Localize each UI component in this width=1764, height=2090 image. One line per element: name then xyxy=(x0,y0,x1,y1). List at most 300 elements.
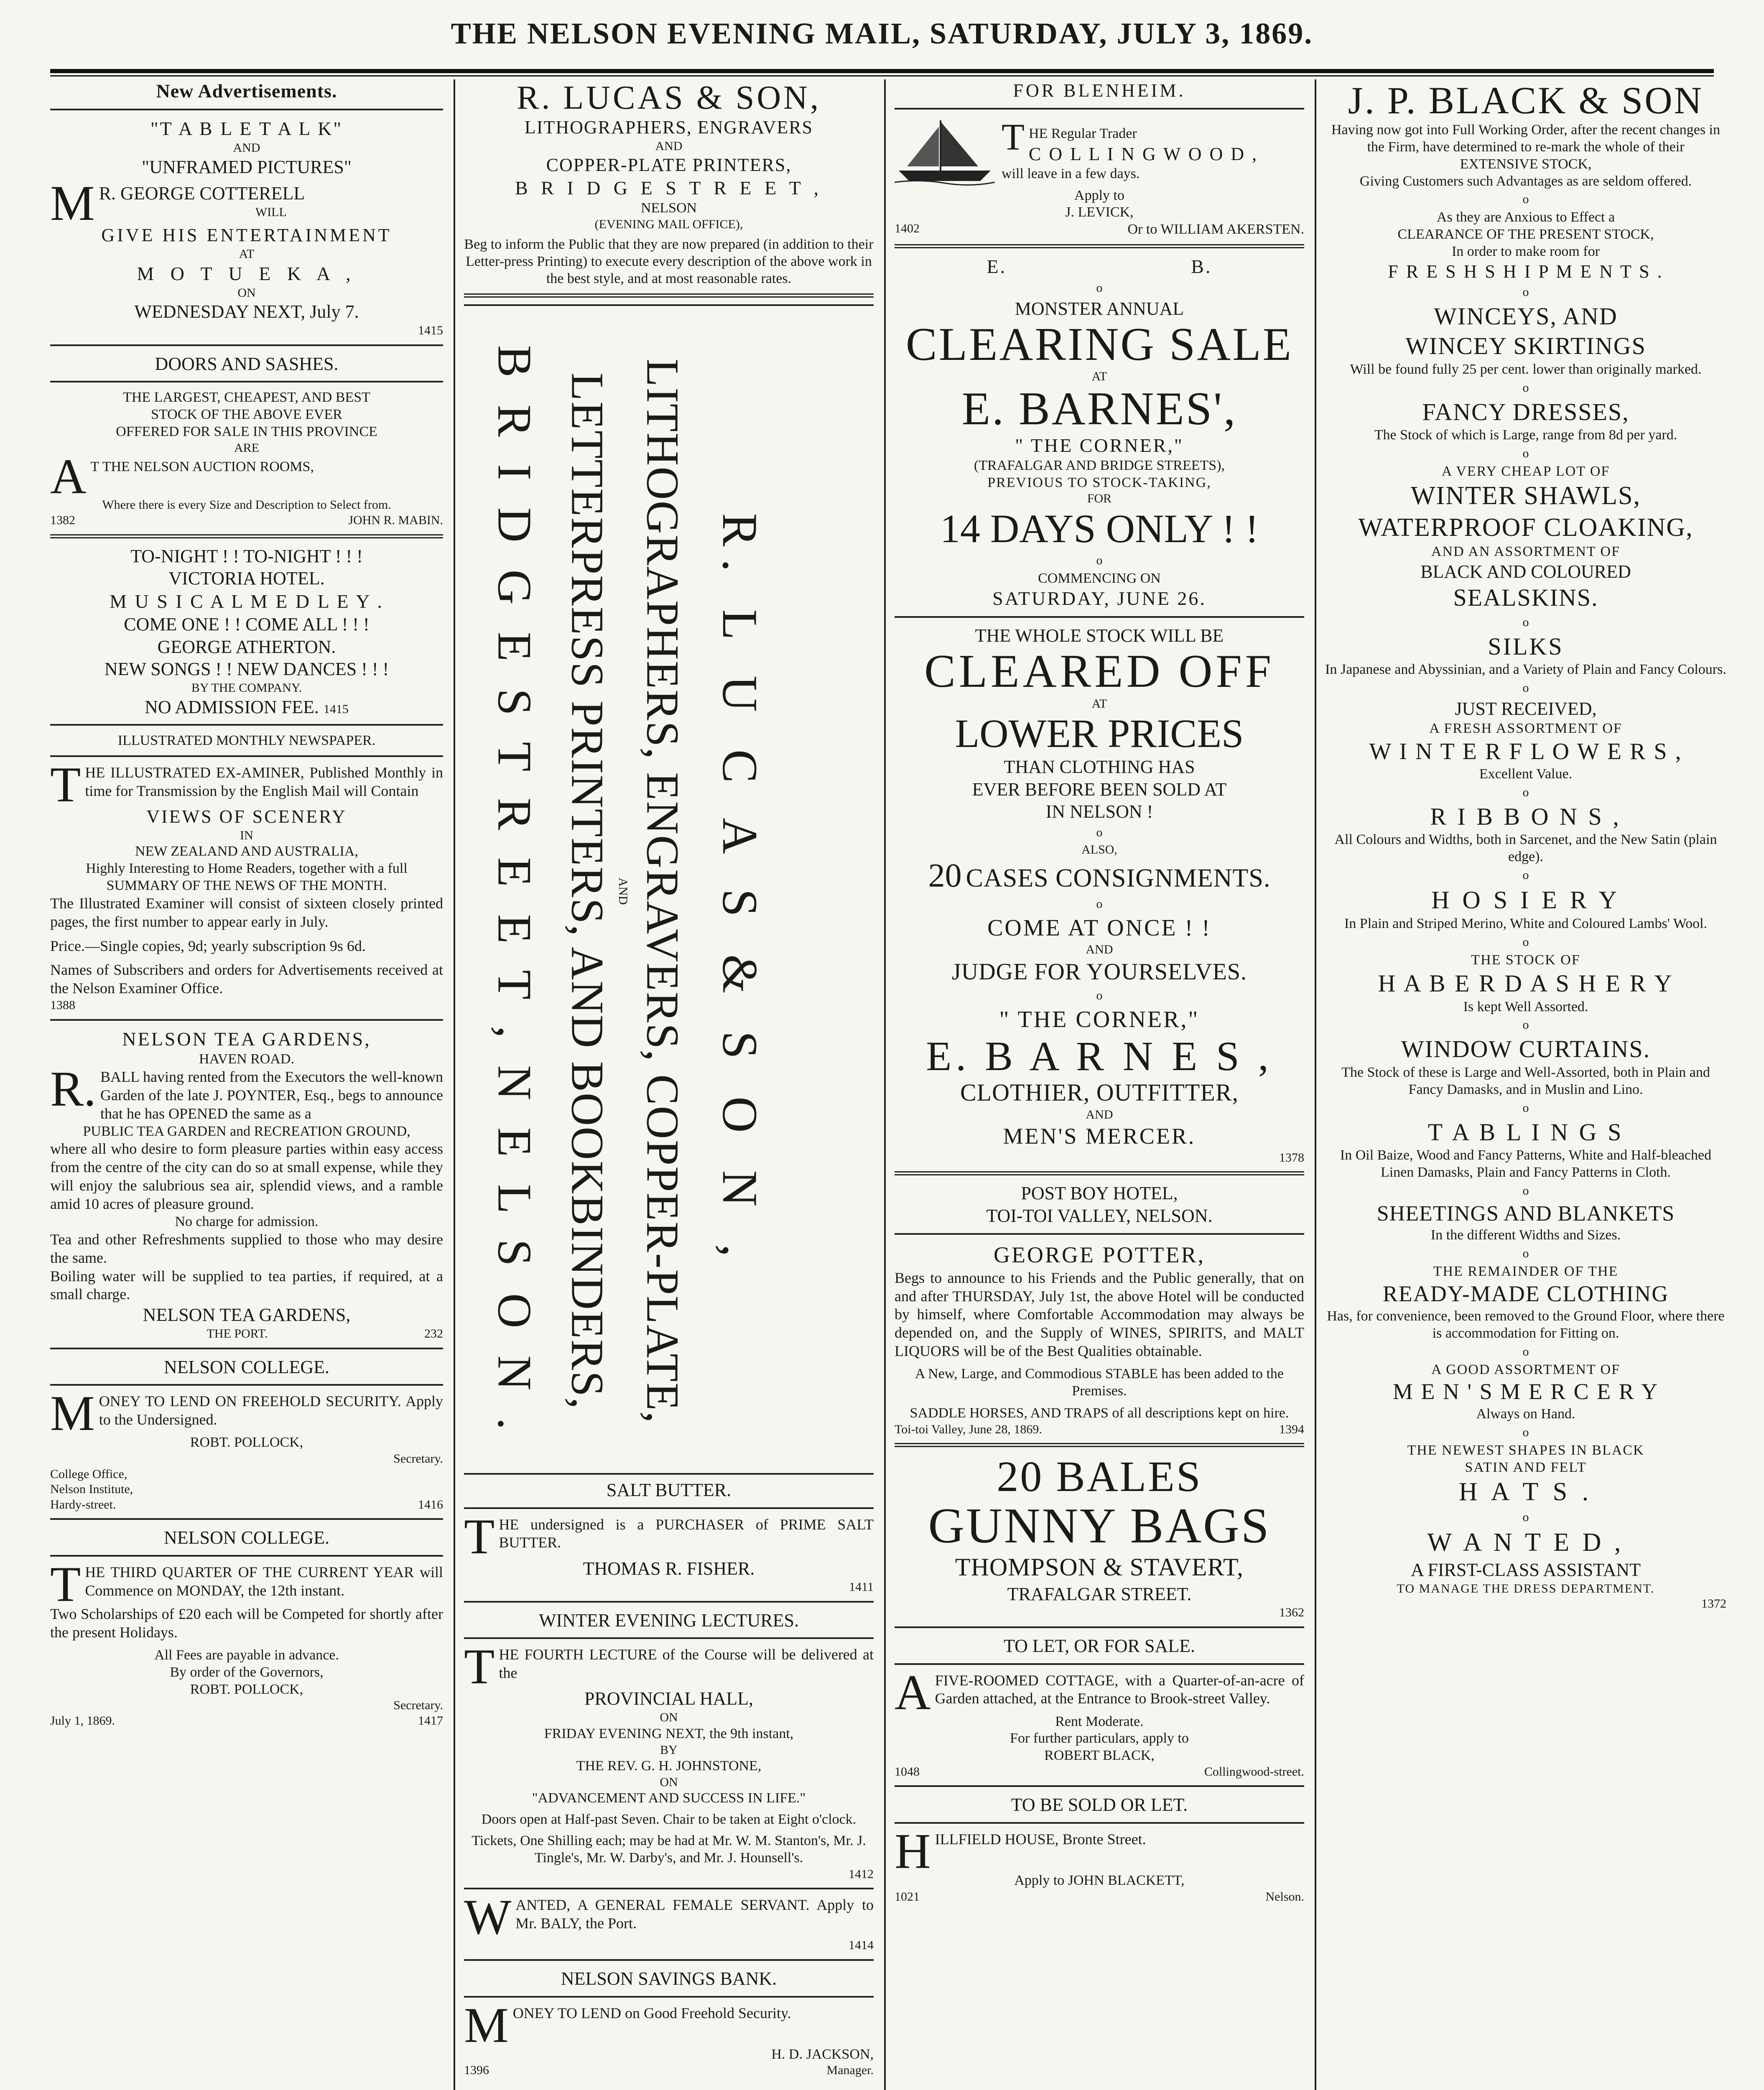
ad-for-blenheim xyxy=(895,79,1304,238)
separator: o xyxy=(1522,446,1529,461)
ad-salt-butter xyxy=(464,1479,874,1595)
ad-text: ILLFIELD HOUSE, Bronte Street. xyxy=(935,1831,1146,1848)
rule xyxy=(464,1637,874,1639)
ad-text: Having now got into Full Working Order, after the recent changes in the Firm, have determined to re-mark the whole of their xyxy=(1331,122,1721,155)
ad-line: H. D. JACKSON, xyxy=(771,2046,874,2062)
ad-line: " THE CORNER," xyxy=(999,1007,1200,1033)
rule xyxy=(895,1822,1304,1824)
ad-line: F R E S H S H I P M E N T S . xyxy=(1388,261,1664,282)
ad-line: C O L L I N G W O O D , xyxy=(1028,144,1259,165)
ad-line: BY THE COMPANY. xyxy=(191,681,302,695)
ad-text: Will be found fully 25 per cent. lower than originally marked. xyxy=(1350,361,1702,377)
ad-number: 1388 xyxy=(50,998,75,1012)
ad-line: THE STOCK OF xyxy=(1471,952,1580,968)
ad-line: Apply to xyxy=(1074,187,1124,203)
ad-headline: E. B A R N E S , xyxy=(926,1032,1273,1079)
separator: o xyxy=(1522,785,1529,799)
ad-line: M E N ' S M E R C E R Y xyxy=(1392,1379,1659,1404)
ad-line: PUBLIC TEA GARDEN and RECREATION GROUND, xyxy=(83,1123,410,1139)
vertical-line: B R I D G E S T R E E T , N E L S O N . xyxy=(487,345,541,1438)
ad-lucas-son xyxy=(464,79,874,288)
ad-line: NEW SONGS ! ! NEW DANCES ! ! ! xyxy=(104,659,389,680)
separator: o xyxy=(1096,553,1103,567)
column-2 xyxy=(464,79,874,2090)
vertical-line: LITHOGRAPHERS, ENGRAVERS, COPPER-PLATE, xyxy=(637,358,688,1424)
rule xyxy=(895,1785,1304,1787)
ad-number: 1021 xyxy=(895,1889,920,1904)
ad-savings-bank xyxy=(464,1968,874,2078)
ad-line: A VERY CHEAP LOT OF xyxy=(1441,464,1610,479)
ad-line: EVER BEFORE BEEN SOLD AT xyxy=(972,779,1227,800)
ad-number: 1382 xyxy=(50,513,75,527)
ad-line: Excellent Value. xyxy=(1479,766,1573,782)
ad-number: 1378 xyxy=(1279,1150,1304,1165)
ad-line: NELSON TEA GARDENS, xyxy=(143,1305,351,1325)
ad-line: COMMENCING ON xyxy=(1038,570,1161,586)
rule xyxy=(50,534,443,538)
ad-text: Tea and other Refreshments supplied to those who may desire the same. xyxy=(50,1231,443,1266)
ad-line: BY xyxy=(660,1743,678,1757)
masthead-rule xyxy=(50,69,1714,76)
ad-line: In order to make room for xyxy=(1451,243,1600,259)
ad-text: Boiling water will be supplied to tea parties, if required, at a small charge. xyxy=(50,1267,443,1303)
ad-line: HE Regular Trader xyxy=(1028,125,1137,141)
ad-line: J. LEVICK, xyxy=(1065,204,1134,220)
ad-line: SATURDAY, JUNE 26. xyxy=(992,588,1206,609)
ad-title: J. P. BLACK & SON xyxy=(1348,79,1704,122)
ad-line: STOCK OF THE ABOVE EVER xyxy=(151,407,342,423)
ad-line: R. GEORGE COTTERELL xyxy=(99,183,305,204)
ad-line: WINCEY SKIRTINGS xyxy=(1405,332,1646,360)
rule xyxy=(464,1507,874,1509)
ad-text: Beg to inform the Public that they are now prepared (in addition to their Letter-press Printing) to execute every description of the above work in the best style, and at most reasonable rates. xyxy=(464,237,874,287)
ad-text: Has, for convenience, been removed to the Ground Floor, where there is accommodation for Fitting on. xyxy=(1327,1308,1725,1341)
separator: o xyxy=(1522,192,1529,206)
ad-number: 1412 xyxy=(849,1867,874,1881)
ad-text: In Japanese and Abyssinian, and a Variety of Plain and Fancy Colours. xyxy=(1325,662,1726,678)
separator: o xyxy=(1522,1425,1529,1439)
ad-line: THE REV. G. H. JOHNSTONE, xyxy=(576,1758,762,1774)
ad-text: The Stock of these is Large and Well-Assorted, both in Plain and Fancy Damasks, and in Muslin and Lino. xyxy=(1341,1065,1710,1097)
ad-line: By order of the Governors, xyxy=(170,1664,324,1680)
ad-line: AT xyxy=(239,247,255,261)
ad-line: B R I D G E S T R E E T , xyxy=(515,177,823,199)
ad-title: TO LET, OR FOR SALE. xyxy=(1004,1635,1195,1656)
ad-nelson-college-quarter xyxy=(50,1527,443,1728)
dropcap: M xyxy=(50,1385,95,1441)
ship-icon xyxy=(895,116,995,187)
ad-title: ILLUSTRATED MONTHLY NEWSPAPER. xyxy=(117,733,376,749)
ad-line: THAN CLOTHING HAS xyxy=(1004,756,1195,777)
ad-line: ALSO, xyxy=(1081,842,1117,856)
ad-line: AT xyxy=(1091,696,1107,711)
ad-line: WEDNESDAY NEXT, July 7. xyxy=(134,301,359,322)
ad-text: BALL having rented from the Executors the well-known Garden of the late J. POYNTER, Esq., begs to announce that he has OPENED the same as a xyxy=(100,1068,443,1122)
rule xyxy=(895,1171,1304,1175)
ad-text: ANTED, A GENERAL FEMALE SERVANT. Apply to Mr. BALY, the Port. xyxy=(515,1896,874,1932)
dropcap: G xyxy=(994,1242,1012,1267)
ad-line: PROVINCIAL HALL, xyxy=(584,1688,754,1709)
ad-line: IN xyxy=(240,828,253,842)
ad-text: HE FOURTH LECTURE of the Course will be delivered at the xyxy=(499,1646,874,1682)
rule xyxy=(50,1019,443,1021)
ad-title: TO BE SOLD OR LET. xyxy=(1011,1794,1188,1815)
dropcap: T xyxy=(464,1639,495,1695)
ad-number: 1372 xyxy=(1701,1597,1726,1611)
rule xyxy=(464,1996,874,1998)
separator: o xyxy=(1096,281,1103,295)
ad-line: THE NEWEST SHAPES IN BLACK xyxy=(1407,1443,1644,1458)
ad-line: As they are Anxious to Effect a xyxy=(1436,209,1615,225)
ad-line: W I N T E R F L O W E R S , xyxy=(1369,738,1682,765)
separator: o xyxy=(1096,897,1103,911)
ad-line: HAVEN ROAD. xyxy=(199,1051,294,1067)
ad-line: SUMMARY OF THE NEWS OF THE MONTH. xyxy=(106,877,387,893)
ad-line: For further particulars, apply to xyxy=(1010,1731,1189,1746)
ad-text: In Plain and Striped Merino, White and Coloured Lambs' Wool. xyxy=(1344,916,1708,932)
ad-text: HE ILLUSTRATED EX-AMINER, Published Monthly in time for Transmission by the English Mail will Contain xyxy=(85,764,443,799)
separator: o xyxy=(1522,1246,1529,1261)
ad-headline: E. BARNES', xyxy=(961,383,1237,435)
ad-headline: 14 DAYS ONLY ! ! xyxy=(940,506,1259,551)
separator: o xyxy=(1522,1018,1529,1032)
ad-line: NELSON xyxy=(640,200,697,216)
separator: o xyxy=(1096,825,1103,839)
ad-line: Apply to JOHN BLACKETT, xyxy=(1014,1873,1185,1889)
ad-line: E. xyxy=(987,256,1007,278)
ad-line: H A T S . xyxy=(1458,1477,1593,1506)
ad-line: (EVENING MAIL OFFICE), xyxy=(594,217,743,231)
ad-line: No charge for admission. xyxy=(175,1213,319,1229)
ad-line: H O S I E R Y xyxy=(1431,886,1620,914)
separator: o xyxy=(1096,989,1103,1003)
ad-line: VIEWS OF SCENERY xyxy=(146,806,347,827)
ad-line: WINCEYS, AND xyxy=(1434,303,1618,330)
ad-text: HE THIRD QUARTER OF THE CURRENT YEAR will Commence on MONDAY, the 12th instant. xyxy=(85,1564,443,1599)
ad-line: Rent Moderate. xyxy=(1055,1713,1144,1729)
ad-line: THE REMAINDER OF THE xyxy=(1433,1264,1619,1279)
ad-line: Collingwood-street. xyxy=(1204,1764,1304,1779)
ad-line: T THE NELSON AUCTION ROOMS, xyxy=(90,459,314,475)
ad-headline: CLEARED OFF xyxy=(924,645,1275,698)
dropcap: M xyxy=(464,1997,509,2053)
ad-line: "ADVANCEMENT AND SUCCESS IN LIFE." xyxy=(532,1790,806,1806)
ad-number: 1396 xyxy=(464,2063,489,2077)
ad-line: MONSTER ANNUAL xyxy=(1015,298,1184,319)
ad-text: Giving Customers such Advantages as are seldom offered. xyxy=(1359,173,1692,189)
ad-line: WILL xyxy=(255,205,287,219)
ad-line: T A B L I N G S xyxy=(1428,1118,1624,1146)
ad-title: NELSON COLLEGE. xyxy=(164,1356,329,1377)
ad-number: 232 xyxy=(424,1327,443,1341)
ad-text: The Illustrated Examiner will consist of sixteen closely printed pages, the first number to appear early in July. xyxy=(50,895,443,930)
ad-winter-lectures xyxy=(464,1609,874,1882)
ad-signature: JOHN R. MABIN. xyxy=(348,513,443,527)
ad-line: THE PORT. xyxy=(206,1327,268,1341)
ad-line: Always on Hand. xyxy=(1476,1406,1575,1422)
ad-title: NELSON SAVINGS BANK. xyxy=(561,1968,777,1989)
ad-line: "T A B L E T A L K" xyxy=(150,118,343,140)
ad-line: Is kept Well Assorted. xyxy=(1463,999,1588,1014)
ad-line: CLEARANCE OF THE PRESENT STOCK, xyxy=(1397,227,1654,242)
ad-title: WINTER EVENING LECTURES. xyxy=(538,1610,799,1631)
rule xyxy=(895,244,1304,248)
ad-line: WINDOW CURTAINS. xyxy=(1401,1035,1651,1063)
ad-text: Tickets, One Shilling each; may be had at Mr. W. M. Stanton's, Mr. J. Tingle's, Mr. W. Darby's, and Mr. J. Hounsell's. xyxy=(472,1833,866,1866)
ad-line: EORGE POTTER, xyxy=(1012,1242,1205,1267)
dropcap: W xyxy=(464,1889,512,1945)
rule xyxy=(464,1888,874,1889)
dropcap: A xyxy=(50,449,87,505)
ad-headline: CASES CONSIGNMENTS. xyxy=(966,864,1271,893)
ad-line: A FIRST-CLASS ASSISTANT xyxy=(1411,1559,1641,1580)
ad-line: (TRAFALGAR AND BRIDGE STREETS), xyxy=(974,457,1225,473)
dropcap: T xyxy=(464,1508,495,1564)
ad-line: SATIN AND FELT xyxy=(1465,1459,1587,1475)
ad-line: B. xyxy=(1191,256,1212,278)
ad-date: July 1, 1869. xyxy=(50,1713,115,1728)
ad-number: 1415 xyxy=(323,702,349,716)
ad-number: 1402 xyxy=(895,222,920,236)
ad-text: HE undersigned is a PURCHASER of PRIME SALT BUTTER. xyxy=(499,1516,874,1551)
separator: o xyxy=(1522,380,1529,395)
ad-line: SHEETINGS AND BLANKETS xyxy=(1377,1202,1675,1226)
column-rule xyxy=(454,79,455,2090)
ad-gunny-bags xyxy=(895,1454,1304,1621)
ad-line: GEORGE ATHERTON. xyxy=(157,636,336,657)
ad-text: In Oil Baize, Wood and Fancy Patterns, White and Half-bleached Linen Damasks, Plain and Fancy Patterns in Cloth. xyxy=(1340,1147,1712,1180)
ad-wanted-servant xyxy=(464,1889,874,1953)
ad-text: ONEY TO LEND ON FREEHOLD SECURITY. Apply to the Undersigned. xyxy=(99,1393,443,1428)
ad-title: FOR BLENHEIM. xyxy=(1013,80,1186,101)
column-rule xyxy=(884,79,886,2090)
dropcap: A xyxy=(895,1664,931,1720)
ad-text: Names of Subscribers and orders for Advertisements received at the Nelson Examiner Office. xyxy=(50,961,443,997)
ad-line: AND xyxy=(1086,943,1113,957)
ad-title: NELSON TEA GARDENS, xyxy=(122,1028,371,1050)
ad-line: " THE CORNER," xyxy=(1015,434,1184,456)
ad-number: 1411 xyxy=(849,1580,874,1594)
ad-line: Nelson. xyxy=(1265,1889,1304,1904)
ad-text: ONEY TO LEND on Good Freehold Security. xyxy=(512,2004,791,2021)
rule xyxy=(464,1601,874,1603)
ad-line: JUDGE FOR YOURSELVES. xyxy=(951,959,1247,985)
ad-line: THOMPSON & STAVERT, xyxy=(955,1553,1244,1581)
ad-line: COME ONE ! ! COME ALL ! ! ! xyxy=(124,614,370,635)
ad-line: M U S I C A L M E D L E Y . xyxy=(110,590,384,612)
ad-number: 1414 xyxy=(849,1938,874,1952)
ad-headline: CLEARING SALE xyxy=(905,318,1293,370)
separator: o xyxy=(1522,615,1529,629)
ad-victoria-hotel xyxy=(50,545,443,719)
vertical-line: LETTERPRESS PRINTERS, AND BOOKBINDERS, xyxy=(562,372,613,1410)
ad-doors-sashes xyxy=(50,353,443,528)
column-1 xyxy=(50,79,443,2090)
ad-line: CLOTHIER, OUTFITTER, xyxy=(960,1078,1239,1106)
rule xyxy=(50,755,443,757)
ad-line: TO MANAGE THE DRESS DEPARTMENT. xyxy=(1397,1581,1655,1596)
ad-line: NEW ZEALAND AND AUSTRALIA, xyxy=(135,844,358,859)
ad-line: Secretary. xyxy=(393,1452,443,1466)
ad-number: 1416 xyxy=(418,1497,443,1511)
dropcap: M xyxy=(50,175,95,231)
ad-line: College Office, xyxy=(50,1467,127,1481)
rule xyxy=(50,1518,443,1520)
ad-title: POST BOY HOTEL, xyxy=(1021,1183,1178,1204)
ad-line: R I B B O N S , xyxy=(1430,803,1621,830)
ad-line: Hardy-street. xyxy=(50,1497,116,1511)
column-rule xyxy=(1315,79,1316,2090)
ad-headline: LOWER PRICES xyxy=(955,711,1244,756)
ad-line: NO ADMISSION FEE. xyxy=(145,696,319,717)
ad-date: Toi-toi Valley, June 28, 1869. xyxy=(895,1422,1042,1436)
ad-nelson-college-money xyxy=(50,1356,443,1513)
dropcap: T xyxy=(1002,116,1025,158)
ad-line: IN NELSON ! xyxy=(1045,801,1153,822)
ad-e-barnes-clearing-sale xyxy=(895,255,1304,1165)
ad-number: 1394 xyxy=(1279,1422,1304,1436)
ad-line: All Fees are payable in advance. xyxy=(154,1647,339,1663)
ad-line: VICTORIA HOTEL. xyxy=(168,568,325,589)
rule xyxy=(895,616,1304,618)
ad-line: THE LARGEST, CHEAPEST, AND BEST xyxy=(123,390,370,405)
ad-line: AND xyxy=(1086,1108,1113,1122)
ad-line: ROBT. POLLOCK, xyxy=(190,1681,303,1697)
vertical-ad-lucas xyxy=(464,304,874,1475)
rule xyxy=(50,1384,443,1386)
rule xyxy=(50,1348,443,1349)
ad-line: WATERPROOF CLOAKING, xyxy=(1358,513,1693,542)
ad-line: Where there is every Size and Description to Select from. xyxy=(102,498,391,512)
column-4 xyxy=(1325,79,1726,2090)
section-heading: New Advertisements. xyxy=(156,80,337,102)
rule xyxy=(50,1555,443,1557)
ad-line: A FRESH ASSORTMENT OF xyxy=(1429,720,1622,736)
dropcap: T xyxy=(50,757,81,813)
separator: o xyxy=(1522,1344,1529,1358)
separator: o xyxy=(1522,1101,1529,1115)
ad-line: H A B E R D A S H E R Y xyxy=(1378,969,1674,997)
vertical-line: AND xyxy=(616,877,630,905)
dropcap: H xyxy=(895,1823,931,1879)
ad-line: THE WHOLE STOCK WILL BE xyxy=(975,625,1224,646)
ad-line: ON xyxy=(660,1775,678,1789)
dropcap: R. xyxy=(50,1060,97,1116)
rule xyxy=(50,724,443,726)
ad-line: M O T U E K A , xyxy=(137,263,357,284)
ad-text: Begs to announce to his Friends and the Public generally, that on and after THURSDAY, July 1st, the above Hotel will be conducted by himself, where Comfortable Accommodation may always be depended on, and the Supply of WINES, SPIRITS, and MALT LIQUORS will be of the Best Qualities obtainable. xyxy=(895,1269,1304,1360)
ad-headline: GUNNY BAGS xyxy=(928,1498,1271,1554)
ad-line: JUST RECEIVED, xyxy=(1455,698,1597,719)
separator: o xyxy=(1522,1510,1529,1524)
ad-text: Doors open at Half-past Seven. Chair to be taken at Eight o'clock. xyxy=(481,1812,857,1827)
ad-headline: 20 BALES xyxy=(997,1453,1202,1501)
rule xyxy=(50,109,443,110)
separator: o xyxy=(1522,285,1529,299)
ad-text: FIVE-ROOMED COTTAGE, with a Quarter-of-an-acre of Garden attached, at the Entrance to Brook-street Valley. xyxy=(935,1672,1304,1707)
ad-text: Price.—Single copies, 9d; yearly subscription 9s 6d. xyxy=(50,937,366,954)
ad-line: ROBT. POLLOCK, xyxy=(190,1435,303,1450)
rule xyxy=(895,1233,1304,1235)
separator: o xyxy=(1522,681,1529,695)
rule xyxy=(464,293,874,298)
rule xyxy=(895,1443,1304,1447)
rule xyxy=(50,381,443,382)
ad-number: 1362 xyxy=(1279,1606,1304,1620)
ad-line: Manager. xyxy=(826,2063,874,2077)
ad-title: NELSON COLLEGE. xyxy=(164,1527,329,1548)
ad-number: 1415 xyxy=(418,324,443,338)
ad-line: BLACK AND COLOURED xyxy=(1420,561,1631,582)
rule xyxy=(895,1663,1304,1665)
rule xyxy=(464,1959,874,1961)
dropcap: T xyxy=(50,1556,81,1612)
ad-line: AND AN ASSORTMENT OF xyxy=(1431,544,1621,560)
masthead: THE NELSON EVENING MAIL, SATURDAY, JULY 3, 1869. xyxy=(451,17,1313,50)
ad-line: ON xyxy=(660,1710,678,1725)
ad-jp-black-son xyxy=(1325,79,1726,1612)
ad-line: ON xyxy=(237,285,256,300)
ad-illustrated-examiner xyxy=(50,732,443,1013)
ad-text: SADDLE HORSES, AND TRAPS of all descriptions kept on hire. xyxy=(910,1405,1289,1421)
ad-line: EXTENSIVE STOCK, xyxy=(1460,156,1592,172)
ad-line: Highly Interesting to Home Readers, together with a full xyxy=(86,861,408,877)
ad-line: TRAFALGAR STREET. xyxy=(1007,1583,1192,1604)
ad-line: will leave in a few days. xyxy=(1002,166,1140,181)
ad-line: FANCY DRESSES, xyxy=(1422,398,1629,426)
ad-number: 1048 xyxy=(895,1764,920,1779)
ad-line: W A N T E D , xyxy=(1427,1528,1624,1557)
ad-line: LITHOGRAPHERS, ENGRAVERS xyxy=(524,117,813,138)
ad-line: COME AT ONCE ! ! xyxy=(987,915,1211,941)
separator: o xyxy=(1522,935,1529,949)
ad-line: TO-NIGHT ! ! TO-NIGHT ! ! ! xyxy=(130,545,363,566)
ad-line: COPPER-PLATE PRINTERS, xyxy=(546,155,792,176)
ad-text: Two Scholarships of £20 each will be Competed for shortly after the present Holidays. xyxy=(50,1606,443,1641)
separator: o xyxy=(1522,1184,1529,1198)
ad-line: GIVE HIS ENTERTAINMENT xyxy=(101,225,392,246)
ad-line: AND xyxy=(655,139,683,153)
ad-title: DOORS AND SASHES. xyxy=(155,353,339,374)
rule xyxy=(50,344,443,346)
ad-title: R. LUCAS & SON, xyxy=(517,79,821,116)
ad-text: A New, Large, and Commodious STABLE has been added to the Premises. xyxy=(915,1366,1284,1399)
ad-number: 1417 xyxy=(418,1713,443,1728)
ad-line: "UNFRAMED PICTURES" xyxy=(142,156,352,177)
ad-line: A GOOD ASSORTMENT OF xyxy=(1431,1361,1621,1377)
rule xyxy=(895,108,1304,110)
ad-line: Secretary. xyxy=(393,1698,443,1713)
ad-line: ARE xyxy=(234,441,259,455)
ad-post-boy-hotel xyxy=(895,1182,1304,1437)
vertical-line: R. L U C A S & S O N , xyxy=(712,513,768,1269)
ad-text: The Stock of which is Large, range from 8d per yard. xyxy=(1374,427,1677,443)
ad-headline: 20 xyxy=(928,857,962,895)
ad-line: AND xyxy=(233,141,260,155)
ad-line: TOI-TOI VALLEY, NELSON. xyxy=(986,1206,1213,1226)
ad-line: AT xyxy=(1091,370,1107,384)
ad-line: FOR xyxy=(1087,492,1112,506)
ad-to-be-sold-or-let xyxy=(895,1794,1304,1904)
ad-line: Or to WILLIAM AKERSTEN. xyxy=(1127,222,1304,237)
ad-line: MEN'S MERCER. xyxy=(1003,1123,1196,1149)
ad-text: All Colours and Widths, both in Sarcenet, and the New Satin (plain edge). xyxy=(1334,832,1717,865)
ad-line: SILKS xyxy=(1488,632,1564,660)
column-3 xyxy=(895,79,1304,2090)
ad-nelson-tea-gardens xyxy=(50,1027,443,1342)
ad-line: ROBERT BLACK, xyxy=(1044,1748,1155,1764)
ad-line: THOMAS R. FISHER. xyxy=(583,1558,755,1579)
